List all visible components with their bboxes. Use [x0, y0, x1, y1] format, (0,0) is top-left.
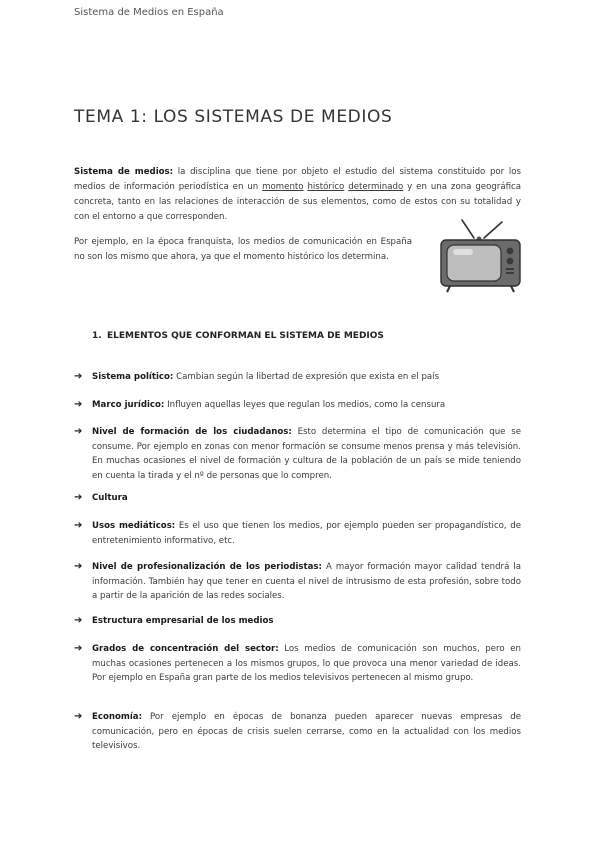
item-term: Sistema político: [92, 372, 174, 382]
item-text: Esto determina el tipo de comunicación que se consume. Por ejemplo en zonas con menor formación se consume menos prensa y más televisión. En muchas ocasiones el nivel de formación y cultura de la población de un país se mide teniendo en cuenta la tirada y el nº de personas que lo compren. [92, 427, 521, 481]
item-text: Los medios de comunicación son muchos, pero en muchas ocasiones pertenecen a los mismos grupos, lo que provoca una menor variedad de ideas. Por ejemplo en España gran parte de los medios televisivos pertenecen al mismo grupo. [92, 644, 521, 683]
page-header: Sistema de Medios en España [74, 7, 224, 18]
item-text: Influyen aquellas leyes que regulan los medios, como la censura [164, 400, 446, 410]
arrow-right-icon: ➔ [74, 426, 83, 437]
underlined-word: determinado [348, 182, 404, 192]
section-title: ELEMENTOS QUE CONFORMAN EL SISTEMA DE MEDIOS [107, 331, 384, 341]
list-item [74, 642, 521, 686]
item-term: Economía: [92, 712, 143, 722]
list-item [74, 614, 521, 629]
definition-term: Sistema de medios: [74, 167, 174, 177]
television-icon [438, 218, 523, 293]
definition-text: y en una zona geográfica concreta, tanto en las relaciones de interacción de sus elementos, como de estos con su totalidad y con el entorno a que corresponden. [74, 182, 521, 222]
item-text: Es el uso que tienen los medios, por ejemplo pueden ser propagandístico, de entretenimiento informativo, etc. [92, 521, 521, 546]
definition-text: la disciplina que tiene por objeto el estudio del sistema constituido por los medios de información periodística en un [74, 167, 522, 192]
arrow-right-icon: ➔ [74, 520, 83, 531]
page-title: TEMA 1: LOS SISTEMAS DE MEDIOS [74, 107, 393, 128]
item-text: Cambian según la libertad de expresión que exista en el país [173, 372, 440, 382]
item-text: A mayor formación mayor calidad tendrá la información. También hay que tener en cuenta el nivel de intrusismo de esta profesión, sobre todo a partir de la aparición de las redes sociales. [92, 562, 521, 601]
example-paragraph: Por ejemplo, en la época franquista, los medios de comunicación en España no son los mismo que ahora, ya que el momento histórico los determina. [74, 237, 412, 262]
arrow-right-icon: ➔ [74, 371, 83, 382]
arrow-right-icon: ➔ [74, 615, 83, 626]
item-term: Estructura empresarial de los medios [92, 616, 274, 626]
list-item [74, 425, 521, 483]
item-text: Por ejemplo en épocas de bonanza pueden aparecer nuevas empresas de comunicación, pero en épocas de crisis suelen cerrarse, como en la actualidad con los medios televisivos. [92, 712, 521, 751]
item-term: Nivel de profesionalización de los periodistas: [92, 562, 322, 572]
list-item [74, 519, 521, 548]
list-item [74, 398, 521, 413]
section-number: 1. [92, 331, 102, 341]
underlined-word: histórico [307, 182, 345, 192]
item-term: Usos mediáticos: [92, 521, 176, 531]
list-item [74, 710, 521, 754]
list-item [74, 560, 521, 604]
section-heading [92, 331, 384, 341]
underlined-word: momento [262, 182, 304, 192]
arrow-right-icon: ➔ [74, 643, 83, 654]
arrow-right-icon: ➔ [74, 492, 83, 503]
list-item [74, 370, 521, 385]
definition-paragraph [74, 165, 521, 225]
arrow-right-icon: ➔ [74, 561, 83, 572]
list-item [74, 491, 521, 506]
item-term: Cultura [92, 493, 128, 503]
item-term: Grados de concentración del sector: [92, 644, 279, 654]
item-term: Nivel de formación de los ciudadanos: [92, 427, 292, 437]
arrow-right-icon: ➔ [74, 711, 83, 722]
item-term: Marco jurídico: [92, 400, 165, 410]
arrow-right-icon: ➔ [74, 399, 83, 410]
